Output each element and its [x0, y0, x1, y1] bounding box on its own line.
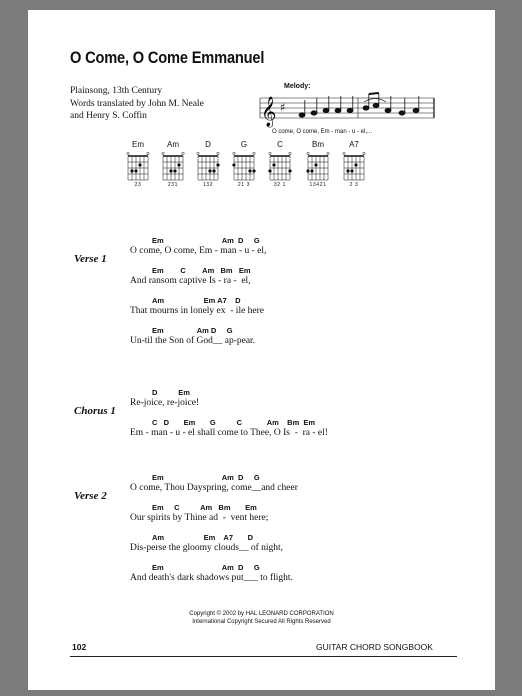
chord-line: Em Am D G: [152, 563, 260, 572]
lyric-line: And ransom captive Is - ra - el,: [130, 276, 251, 286]
credit-line: Words translated by John M. Neale: [70, 98, 204, 109]
chord-grid: [232, 152, 256, 182]
chord-name: G: [240, 140, 248, 149]
footer-rule: [70, 656, 457, 657]
section-label: Verse 1: [74, 253, 107, 265]
chord-fingering: 21 3: [237, 182, 251, 188]
song-title: O Come, O Come Emmanuel: [70, 48, 265, 67]
copyright-line: International Copyright Secured All Rights Reserved: [192, 619, 331, 625]
copyright-notice: [28, 610, 495, 626]
sheet-page: [28, 10, 495, 690]
chord-line: Em Am D G: [152, 473, 260, 482]
credit-line: and Henry S. Coffin: [70, 111, 147, 121]
chord-grid: [306, 152, 330, 182]
chord-grid: [342, 152, 366, 182]
lyric-line: O come, O come, Em - man - u - el,: [130, 246, 267, 256]
melody-lyric: O come, O come, Em - man - u - el,...: [272, 129, 373, 135]
chord-name: Em: [132, 140, 144, 149]
chord-name: C: [277, 140, 283, 149]
chord-fingering: 13421: [309, 182, 327, 188]
chord-fingering: 32 1: [273, 182, 287, 188]
chord-line: Em C Am Bm Em: [152, 266, 251, 275]
chord-name: D: [205, 140, 211, 149]
lyric-line: And death's dark shadows put___ to flight.: [130, 573, 293, 583]
lyric-line: Un-til the Son of God__ ap-pear.: [130, 336, 256, 346]
chord-line: Em C Am Bm Em: [152, 503, 257, 512]
credit-line: Plainsong, 13th Century: [70, 86, 163, 96]
chord-fingering: 132: [202, 182, 214, 188]
section-label: Chorus 1: [74, 405, 116, 417]
chord-grid: [161, 152, 185, 182]
chord-line: Am Em A7 D: [152, 296, 241, 305]
chord-name: Am: [167, 140, 179, 149]
copyright-line: Copyright © 2002 by HAL LEONARD CORPORATION: [189, 611, 334, 617]
lyric-line: O come, Thou Dayspring, come__and cheer: [130, 483, 298, 493]
chord-grid: [196, 152, 220, 182]
chord-grid: [268, 152, 292, 182]
chord-line: C D Em G C Am Bm Em: [152, 418, 316, 427]
song-credits: [70, 85, 204, 123]
chord-name: A7: [349, 140, 359, 149]
svg-text:♯: ♯: [280, 101, 286, 114]
lyric-line: Dis-perse the gloomy clouds__ of night,: [130, 543, 284, 553]
chord-grid: [126, 152, 150, 182]
melody-label: Melody:: [284, 83, 311, 90]
chord-fingering: 231: [167, 182, 179, 188]
section-label: Verse 2: [74, 490, 107, 502]
treble-clef-icon: 𝄞: [261, 97, 277, 127]
melody-staff: [258, 90, 436, 130]
lyric-line: Re-joice, re-joice!: [130, 398, 200, 408]
chord-line: Em Am D G: [152, 326, 233, 335]
chord-name: Bm: [312, 140, 324, 149]
chord-line: Em Am D G: [152, 236, 260, 245]
chord-line: Am Em A7 D: [152, 533, 253, 542]
chord-fingering: 23: [134, 182, 142, 188]
page-number: 102: [72, 642, 87, 652]
book-title: GUITAR CHORD SONGBOOK: [316, 642, 433, 652]
chord-fingering: 2 3: [349, 182, 359, 188]
lyric-line: That mourns in lonely ex - ile here: [130, 306, 265, 316]
chord-line: D Em: [152, 388, 190, 397]
lyric-line: Our spirits by Thine ad - vent here;: [130, 513, 269, 523]
lyric-line: Em - man - u - el shall come to Thee, O Is - ra - el!: [130, 428, 328, 438]
